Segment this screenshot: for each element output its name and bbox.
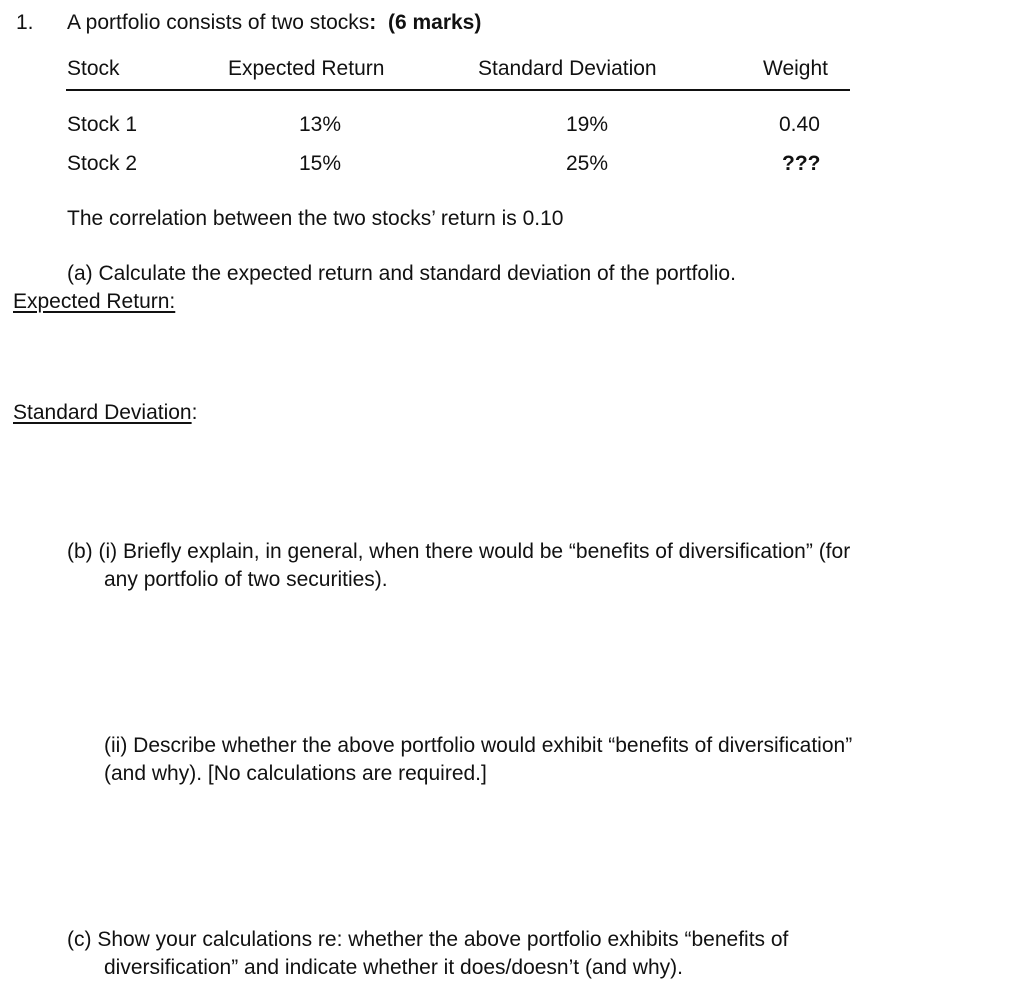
row1-expected-return: 13% bbox=[299, 113, 342, 136]
row2-expected-return: 15% bbox=[299, 152, 342, 175]
expected-return-label: Expected Return: bbox=[13, 290, 176, 313]
header-stock: Stock bbox=[67, 57, 120, 80]
header-expected-return: Expected Return bbox=[228, 57, 385, 80]
std-dev-colon: : bbox=[191, 401, 198, 424]
question-intro-text: A portfolio consists of two stocks bbox=[67, 11, 370, 34]
header-std-dev: Standard Deviation bbox=[478, 57, 657, 80]
part-b-ii-line1: (ii) Describe whether the above portfolio would exhibit “benefits of diversification” bbox=[104, 734, 853, 757]
question-number: 1. bbox=[16, 11, 34, 34]
part-c-line2: diversification” and indicate whether it does/doesn’t (and why). bbox=[104, 956, 683, 979]
correlation-text: The correlation between the two stocks’ return is 0.10 bbox=[67, 207, 564, 230]
row2-std-dev: 25% bbox=[566, 152, 609, 175]
row2-stock: Stock 2 bbox=[67, 152, 138, 175]
std-dev-label-wrap bbox=[13, 402, 197, 423]
row2-weight: ??? bbox=[782, 152, 821, 175]
part-b-ii-line2: (and why). [No calculations are required.] bbox=[104, 762, 487, 785]
row1-stock: Stock 1 bbox=[67, 113, 138, 136]
question-intro-colon: : bbox=[369, 11, 377, 34]
part-c-line1: (c) Show your calculations re: whether the above portfolio exhibits “benefits of bbox=[67, 928, 789, 951]
question-intro bbox=[67, 12, 481, 33]
header-rule bbox=[66, 89, 850, 91]
part-b-i-line2: any portfolio of two securities). bbox=[104, 568, 388, 591]
question-marks: (6 marks) bbox=[387, 11, 482, 34]
std-dev-label: Standard Deviation bbox=[13, 401, 192, 424]
part-b-i-line1: (b) (i) Briefly explain, in general, when there would be “benefits of diversification” (for bbox=[67, 540, 851, 563]
part-a-prompt: (a) Calculate the expected return and standard deviation of the portfolio. bbox=[67, 262, 736, 285]
row1-weight: 0.40 bbox=[779, 113, 820, 136]
row1-std-dev: 19% bbox=[566, 113, 609, 136]
header-weight: Weight bbox=[763, 57, 828, 80]
